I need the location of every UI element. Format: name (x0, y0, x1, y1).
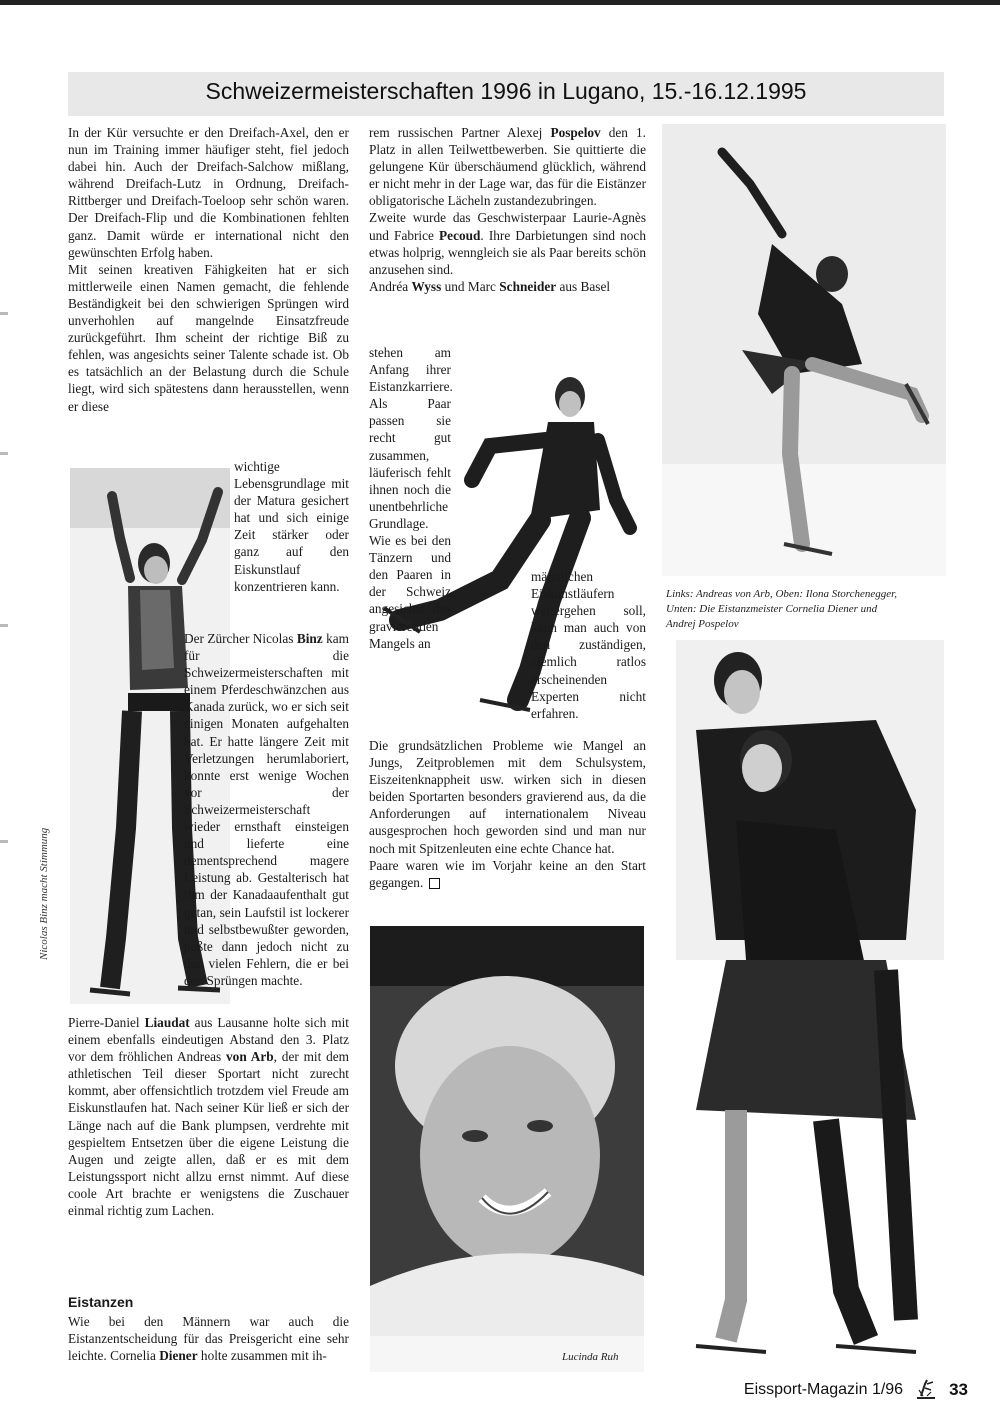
column-1-wrap-a (234, 458, 349, 595)
skater-logo-icon (913, 1378, 939, 1402)
magazine-name: Eissport-Magazin 1/96 (743, 1381, 904, 1398)
binder-hole-mark (0, 624, 8, 627)
column-2-bottom (369, 737, 646, 891)
column-2-wrap-a (369, 344, 451, 652)
photo-diener-pospelov (676, 640, 944, 1362)
paragraph: In der Kür versuchte er den Dreifach-Axel, den er nun im Training immer häufiger steht, fiel jedoch dabei hin. Auch der Dreifach-Salchow mißlang, während Dreifach-Lutz in Ordnung, Dreifach-Rittberger und Dreifach-Toeloop sehr schön waren. Der Dreifach-Flip und die Kombinationen fehlten ganz. Damit würde er international nicht den gewünschten Erfolg haben. (68, 125, 349, 260)
paragraph: Mit seinen kreativen Fähigkeiten hat er sich mittlerweile einen Namen gemacht, die fehlende Beständigkeit bei den schwierigen Sprüngen wird unverhohlen auf mangelnde Einsatzfreude zurückgeführt. Ihm scheint der richtige Biß zu fehlen, was angesichts seiner Talente schade ist. Ob es tatsächlich an der Belastung durch die Schule liegt, wird sich spätestens dann herausstellen, wenn er diese (68, 261, 349, 414)
column-1-wrap-b (184, 630, 349, 989)
column-1-eistanzen (68, 1313, 349, 1364)
paragraph: Wie bei den Männern war auch die Eistanzentscheidung für das Preisgericht eine sehr leichte. Cornelia Diener holte zusammen mit ih- (68, 1314, 349, 1364)
photo-caption-side: Nicolas Binz macht Stimmung (38, 827, 50, 960)
column-1-top (68, 124, 349, 415)
photo-lucinda-ruh (370, 926, 644, 1372)
page-title: Schweizermeisterschaften 1996 in Lugano, 15.-16.12.1995 (205, 78, 807, 104)
binder-hole-mark (0, 452, 8, 455)
end-mark-icon (429, 878, 440, 889)
photo-caption-lucinda: Lucinda Ruh (562, 1351, 619, 1363)
photo-ilona-storchenegger (662, 124, 946, 576)
paragraph: stehen am Anfang ihrer Eistanzkarriere. Als Paar passen sie recht gut zusammen, läuferisch fehlt ihnen noch die unentbehrliche Grundlage. Wie es bei den Tänzern und den Paaren in der Schweiz angesichts des gravierenden Mangels an (369, 345, 453, 651)
paragraph: Zweite wurde das Geschwisterpaar Laurie-Agnès und Fabrice Pecoud. Ihre Darbietungen sind noch etwas holprig, wenngleich sie als Paar bereits schön anzusehen sind. (369, 210, 646, 277)
paragraph: Pierre-Daniel Liaudat aus Lausanne holte sich mit einem ebenfalls eindeutigen Abstand den 3. Platz vor dem fröhlichen Andreas von Arb, der mit dem athletischen Teil dieser Sportart nicht zurecht kommt, aber offensichtlich trotzdem viel Freude am Eiskunstlaufen hat. Nach seiner Kür ließ er sich der Länge nach auf die Bank plumpsen, verdrehte mit gespieltem Entsetzen über die eigene Leistung die Augen und zeigte allen, daß er es mit dem Leistungssport nicht allzu ernst nimmt. Auf diese coole Art brachte er wenigstens die Zuschauer einmal richtig zum Lachen. (68, 1015, 349, 1219)
page-footer (744, 1378, 968, 1402)
section-heading-eistanzen: Eistanzen (68, 1294, 134, 1310)
page-number: 33 (949, 1380, 968, 1399)
column-1-bottom (68, 1014, 349, 1219)
paragraph: Der Zürcher Nicolas Binz kam für die Schweizermeisterschaften mit einem Pferdeschwänzchen aus Kanada zurück, wo er sich seit einigen Monaten aufgehalten hat. Er hatte längere Zeit mit Verletzungen herumlaboriert, konnte erst wenige Wochen vor der Schweizermeisterschaft wieder ernsthaft einsteigen und lieferte eine dementsprechend magere Leistung ab. Gestalterisch hat ihm der Kanadaaufenthalt gut getan, sein Laufstil ist lockerer und selbstbewußter geworden, paßte dann jedoch nicht zu den vielen Fehlern, die er bei den Sprüngen machte. (184, 631, 349, 988)
paragraph: Die grundsätzlichen Probleme wie Mangel an Jungs, Zeitproblemen mit dem Schulsystem, Eiszeitenknappheit usw. wirken sich in diesen beiden Sportarten besonders gravierend aus, da die Anforderungen auf internationalem Niveau ausgesprochen hoch geworden sind und man nur noch mit Spitzenleuten eine echte Chance hat. (369, 738, 646, 856)
paragraph: männlichen Eiskunstläufern weitergehen soll, kann man auch von den zuständigen, ziemlich ratlos erscheinenden Experten nicht erfahren. (531, 569, 646, 721)
top-border (0, 0, 1000, 5)
column-2-wrap-b (531, 568, 646, 722)
paragraph: Paare waren wie im Vorjahr keine an den Start gegangen. (369, 857, 646, 890)
column-2-top (369, 124, 646, 295)
binder-hole-mark (0, 840, 8, 843)
paragraph: wichtige Lebensgrundlage mit der Matura gesichert hat und sich einige Zeit stärker oder ganz auf den Eiskunstlauf konzentrieren kann. (234, 459, 349, 594)
paragraph: rem russischen Partner Alexej Pospelov den 1. Platz in allen Teilwettbewerben. Sie quittierte die gelungene Kür überschäumend glücklich, während er nicht mehr in der Lage war, das für die Eistänzer obligatorische Lächeln zustandezubringen. (369, 125, 646, 209)
photo-caption-right: Links: Andreas von Arb, Oben: Ilona Storchenegger, Unten: Die Eistanzmeister Cornelia Diener und Andrej Pospelov (666, 588, 897, 630)
paragraph: Andréa Wyss und Marc Schneider aus Basel (369, 278, 611, 294)
binder-hole-mark (0, 312, 8, 315)
